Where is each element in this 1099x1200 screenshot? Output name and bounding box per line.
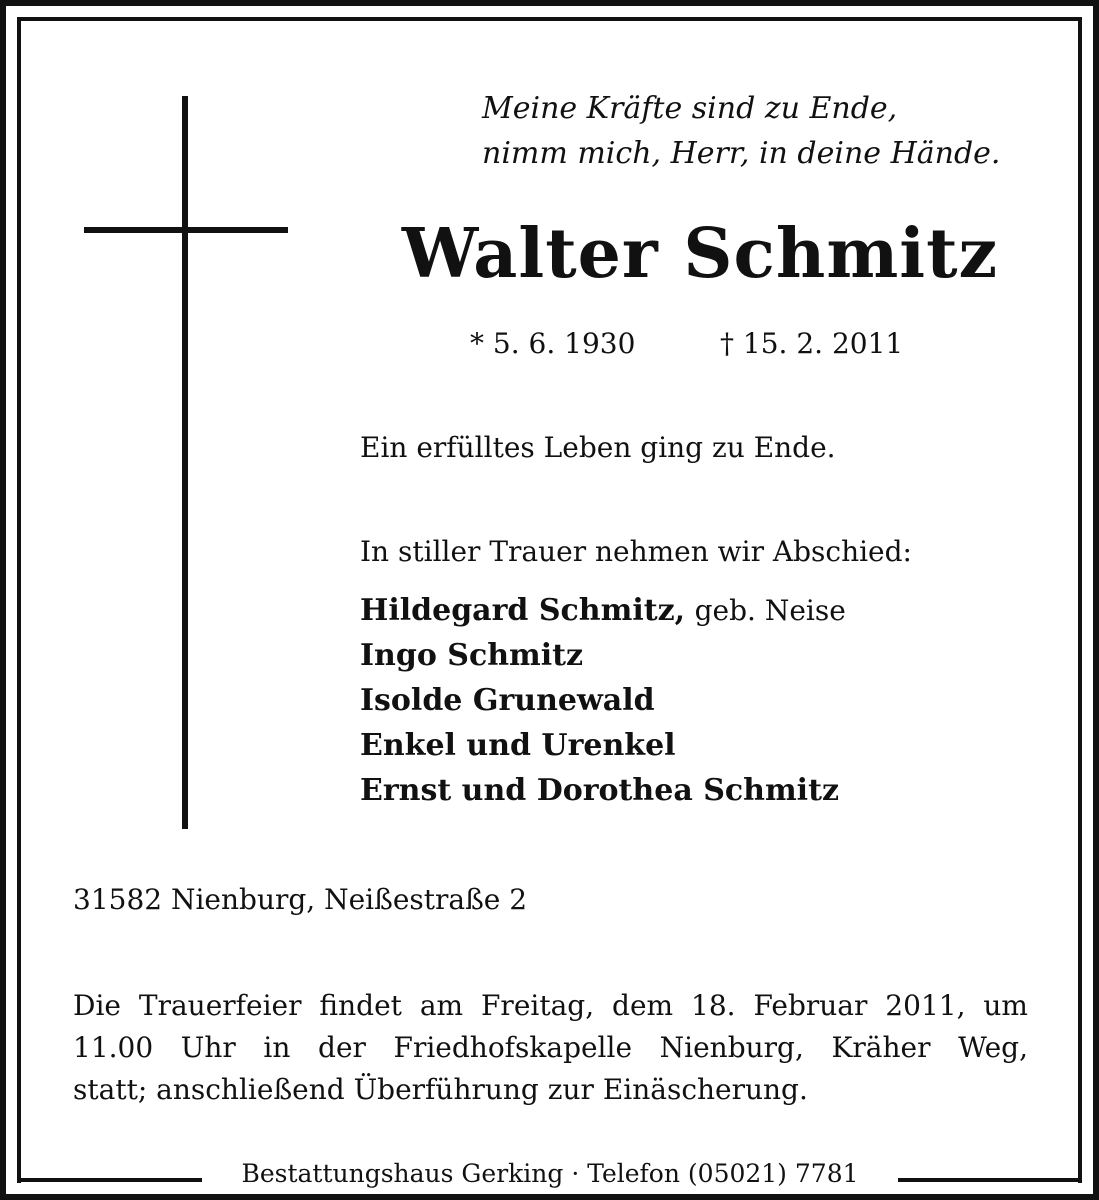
birth-date: * 5. 6. 1930 xyxy=(470,327,636,360)
mourner-item xyxy=(360,678,846,723)
mourner-name: Hildegard Schmitz, xyxy=(360,593,686,628)
motto-line-2: nimm mich, Herr, in deine Hände. xyxy=(482,136,1001,171)
cross-horizontal-bar xyxy=(84,227,288,233)
funeral-notice xyxy=(73,985,1028,1111)
funeral-home-footer: Bestattungshaus Gerking · Telefon (05021) 7781 xyxy=(241,1159,859,1188)
mourner-name: Ernst und Dorothea Schmitz xyxy=(360,773,839,808)
mourners-list xyxy=(360,588,846,813)
mourner-name: Enkel und Urenkel xyxy=(360,728,676,763)
cross-vertical-bar xyxy=(182,96,188,829)
mourner-item xyxy=(360,588,846,633)
mourner-name: Ingo Schmitz xyxy=(360,638,584,673)
mourner-item xyxy=(360,723,846,768)
mourner-name: Isolde Grunewald xyxy=(360,683,655,718)
mourner-item xyxy=(360,633,846,678)
funeral-line-3: statt; anschließend Überführung zur Einäscherung. xyxy=(73,1073,808,1106)
motto-line-1: Meine Kräfte sind zu Ende, xyxy=(482,91,898,126)
deceased-name: Walter Schmitz xyxy=(401,214,999,294)
mourning-intro: In stiller Trauer nehmen wir Abschied: xyxy=(360,535,912,568)
bottom-rule-left xyxy=(17,1178,202,1182)
motto-verse xyxy=(470,86,1050,176)
bottom-rule-right xyxy=(898,1178,1082,1182)
death-date: † 15. 2. 2011 xyxy=(720,327,904,360)
funeral-line-2: 11.00 Uhr in der Friedhofskapelle Nienburg, Kräher Weg, xyxy=(73,1031,1028,1064)
mourner-item xyxy=(360,768,846,813)
funeral-line-1: Die Trauerfeier findet am Freitag, dem 18. Februar 2011, um xyxy=(73,989,1028,1022)
mourner-maiden-name: geb. Neise xyxy=(694,594,846,627)
life-statement: Ein erfülltes Leben ging zu Ende. xyxy=(360,431,836,464)
family-address: 31582 Nienburg, Neißestraße 2 xyxy=(73,883,528,916)
